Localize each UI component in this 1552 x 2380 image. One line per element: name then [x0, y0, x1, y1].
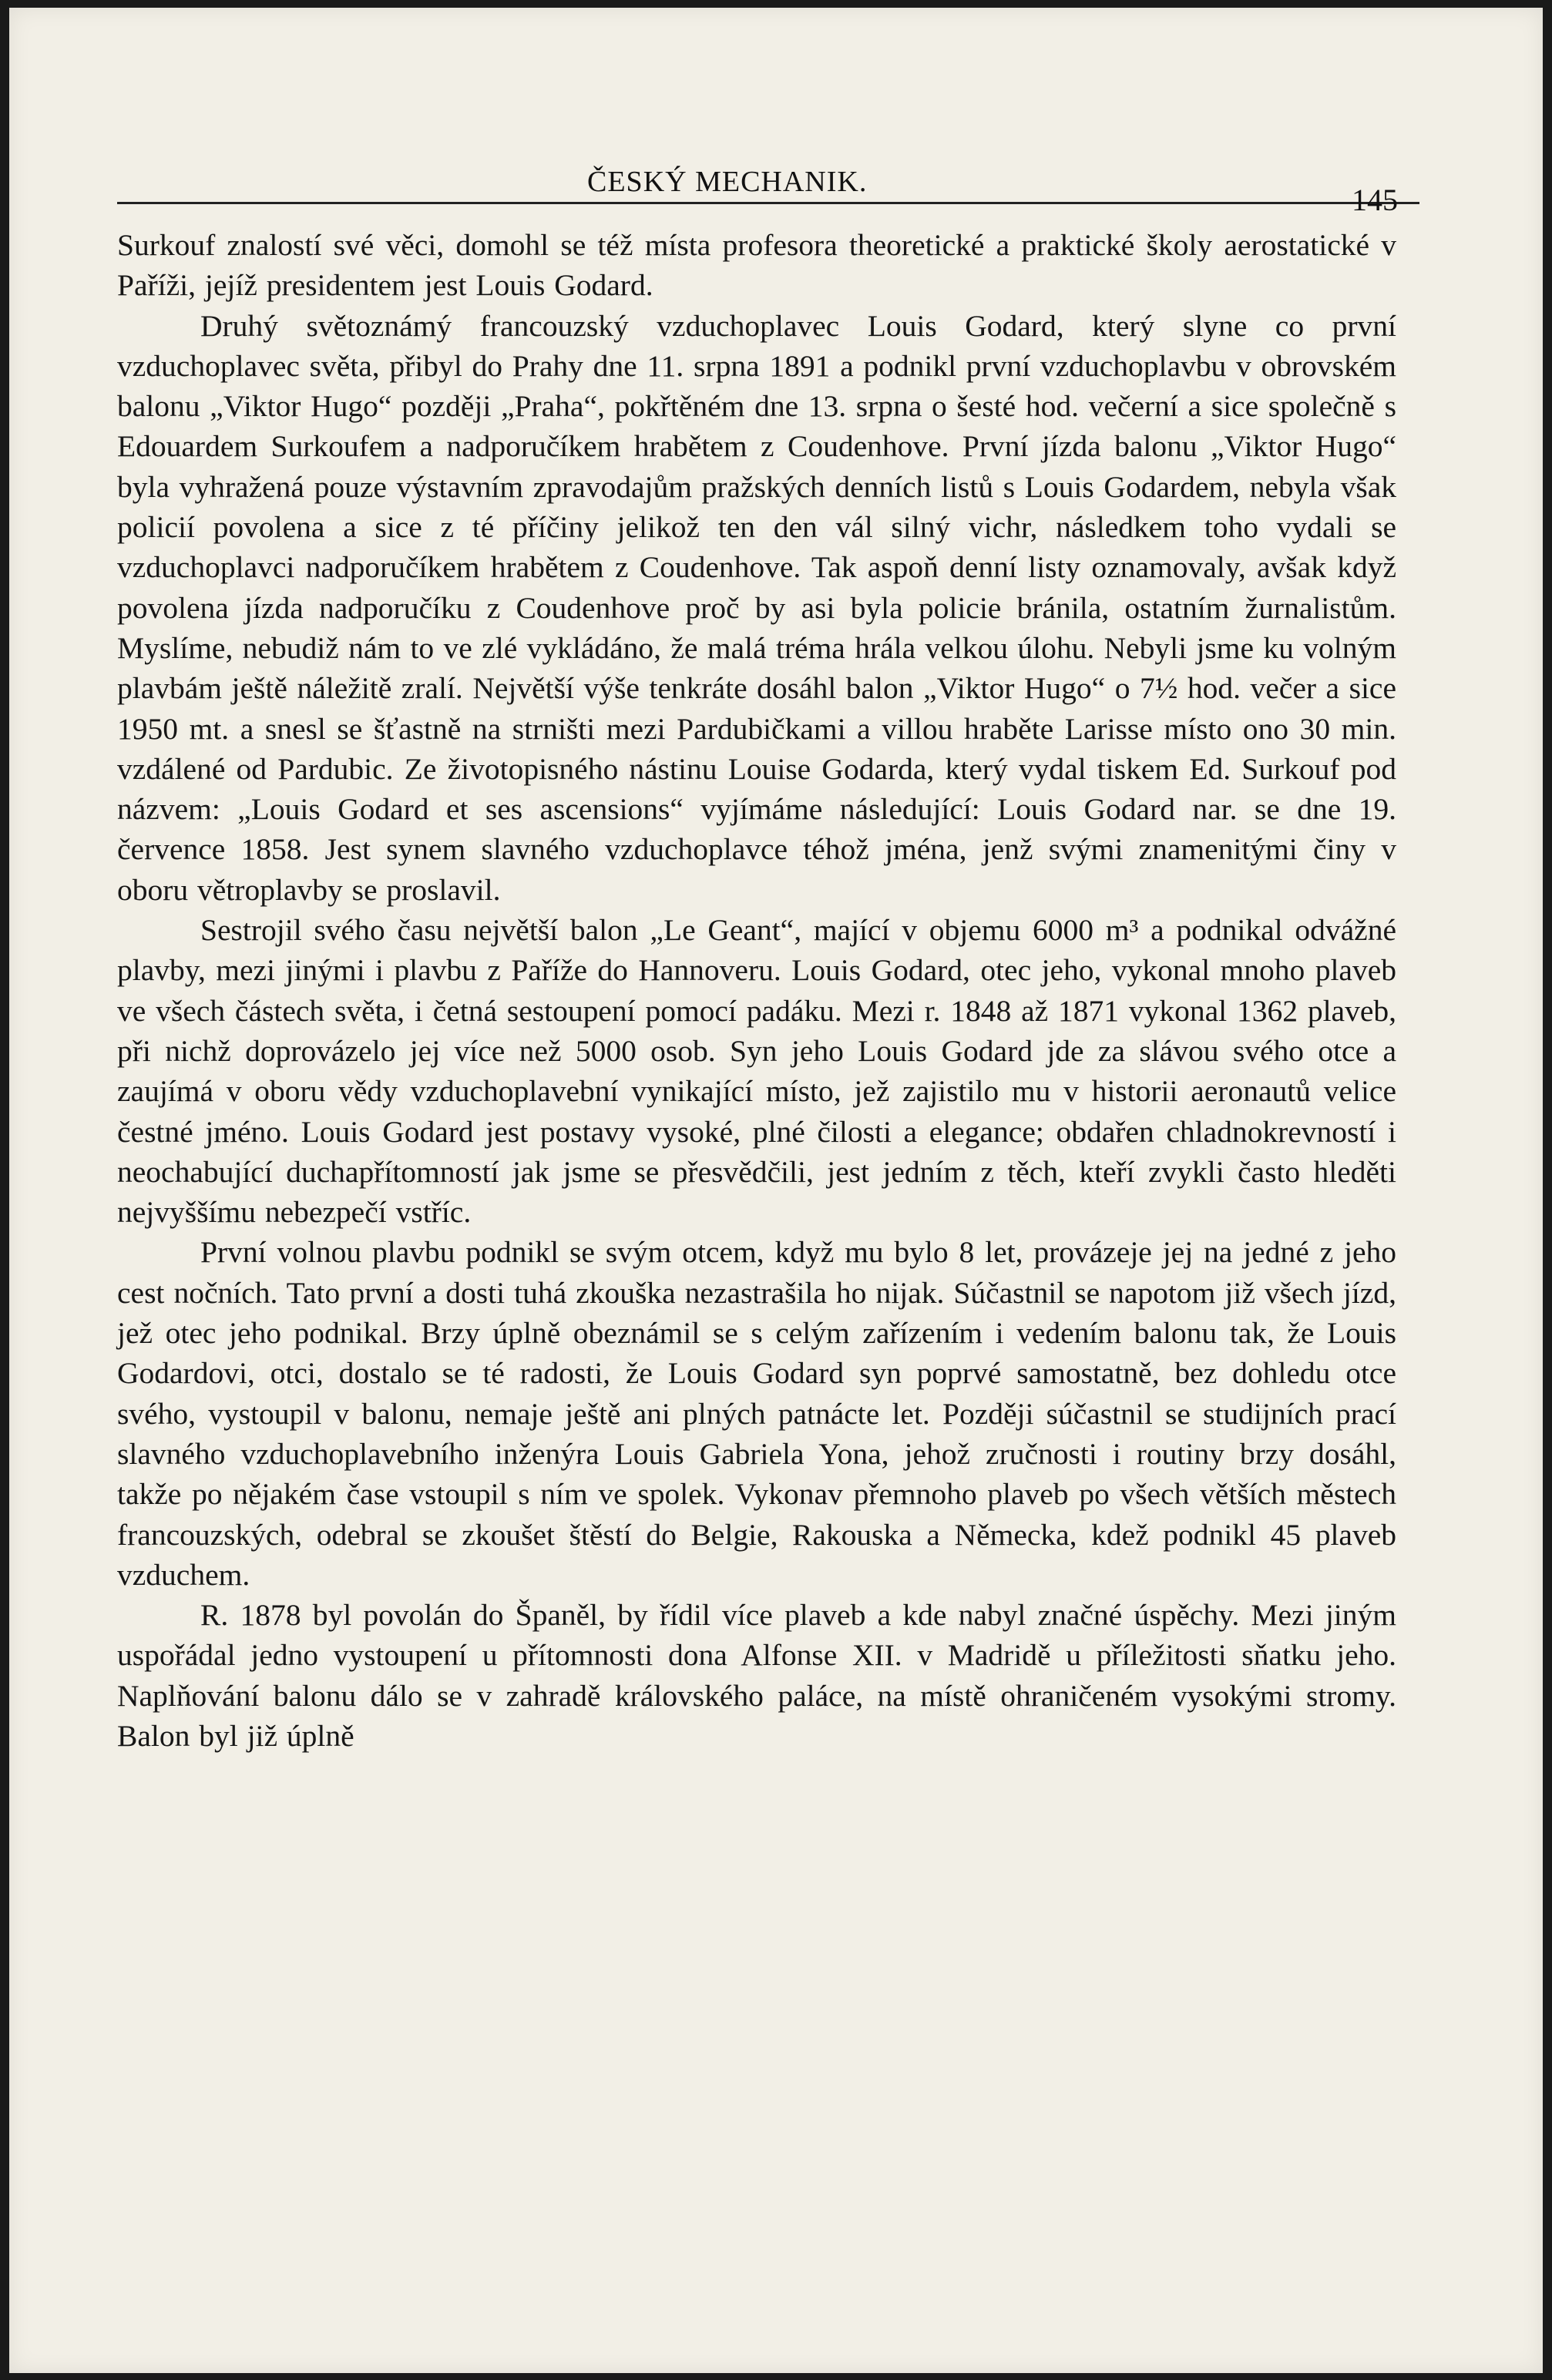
paragraph-1: Surkouf znalostí své věci, domohl se též místa profesora theoretické a praktické školy aerostatické v Paříži, jejíž presidentem jest Louis Godard.	[117, 228, 1396, 303]
running-header	[117, 162, 1419, 217]
paragraph-2: Druhý světoznámý francouzský vzduchoplavec Louis Godard, který slyne co první vzduchoplavec světa, přibyl do Prahy dne 11. srpna 1891 a podnikl první vzduchoplavbu v obrovském balonu „Viktor Hugo“ později „Praha“, pokřtěném dne 13. srpna o šesté hod. večerní a sice společně s Edouardem Surkoufem a nadporučíkem hrabětem z Coudenhove. První jízda balonu „Viktor Hugo“ byla vyhražená pouze výstavním zpravodajům pražských denních listů s Louis Godardem, nebyla však policií povolena a sice z té příčiny jelikož ten den vál silný vichr, následkem toho vydali se vzduchoplavci nadporučíkem hrabětem z Coudenhove. Tak aspoň denní listy oznamovaly, avšak když povolena jízda nadporučíku z Coudenhove proč by asi byla policie bránila, ostatním žurnalistům. Myslíme, nebudiž nám to ve zlé vykládáno, že malá tréma hrála velkou úlohu. Nebyli jsme ku volným plavbám ještě náležitě zralí. Největší výše tenkráte dosáhl balon „Viktor Hugo“ o 7½ hod. večer a sice 1950 mt. a snesl se šťastně na strništi mezi Pardubičkami a villou hraběte Larisse místo ono 30 min. vzdálené od Pardubic. Ze životopisného nástinu Louise Godarda, který vydal tiskem Ed. Surkouf pod názvem: „Louis Godard et ses ascensions“ vyjímáme následující: Louis Godard nar. se dne 19. července 1858. Jest synem slavného vzduchoplavce téhož jména, jenž svými znamenitými činy v oboru větroplavby se proslavil.	[117, 308, 1396, 907]
article-text	[117, 225, 1396, 1756]
paragraph-5: R. 1878 byl povolán do Španěl, by řídil více plaveb a kde nabyl značné úspěchy. Mezi jiným uspořádal jedno vystoupení u přítomnosti dona Alfonse XII. v Madridě u příležitosti sňatku jeho. Naplňování balonu dálo se v zahradě královského paláce, na místě ohraničeném vysokými stromy. Balon byl již úplně	[117, 1598, 1396, 1753]
paragraph-4: První volnou plavbu podnikl se svým otcem, když mu bylo 8 let, provázeje jej na jedné z jeho cest nočních. Tato první a dosti tuhá zkouška nezastrašila ho nijak. Súčastnil se napotom již všech jízd, jež otec jeho podnikal. Brzy úplně obeznámil se s celým zařízením i vedením balonu tak, že Louis Godardovi, otci, dostalo se té radosti, že Louis Godard syn poprvé samostatně, bez dohledu otce svého, vystoupil v balonu, nemaje ještě ani plných patnácte let. Později súčastnil se studijních prací slavného vzduchoplavebního inženýra Louis Gabriela Yona, jehož zručnosti i routiny brzy dosáhl, takže po nějakém čase vstoupil s ním ve spolek. Vykonav přemnoho plaveb po všech větších městech francouzských, odebral se zkoušet štěstí do Belgie, Rakouska a Německa, kdež podnikl 45 plaveb vzduchem.	[117, 1235, 1396, 1592]
header-rule	[117, 202, 1419, 204]
journal-title: ČESKÝ MECHANIK.	[579, 165, 875, 199]
paragraph-3: Sestrojil svého času největší balon „Le Geant“, mající v objemu 6000 m³ a podnikal odvážné plavby, mezi jinými i plavbu z Paříže do Hannoveru. Louis Godard, otec jeho, vykonal mnoho plaveb ve všech částech světa, i četná sestoupení pomocí padáku. Mezi r. 1848 až 1871 vykonal 1362 plaveb, při nichž doprovázelo jej více než 5000 osob. Syn jeho Louis Godard jde za slávou svého otce a zaujímá v oboru vědy vzduchoplavební vynikající místo, jež zajistilo mu v historii aeronautů velice čestné jméno. Louis Godard jest postavy vysoké, plné čilosti a elegance; obdařen chladnokrevností i neochabující duchapřítomností jak jsme se přesvědčili, jest jedním z těch, kteří zvykli často hleděti nejvyššímu nebezpečí vstříc.	[117, 913, 1396, 1230]
book-page	[9, 8, 1543, 2373]
page-number: 145	[1352, 183, 1398, 217]
